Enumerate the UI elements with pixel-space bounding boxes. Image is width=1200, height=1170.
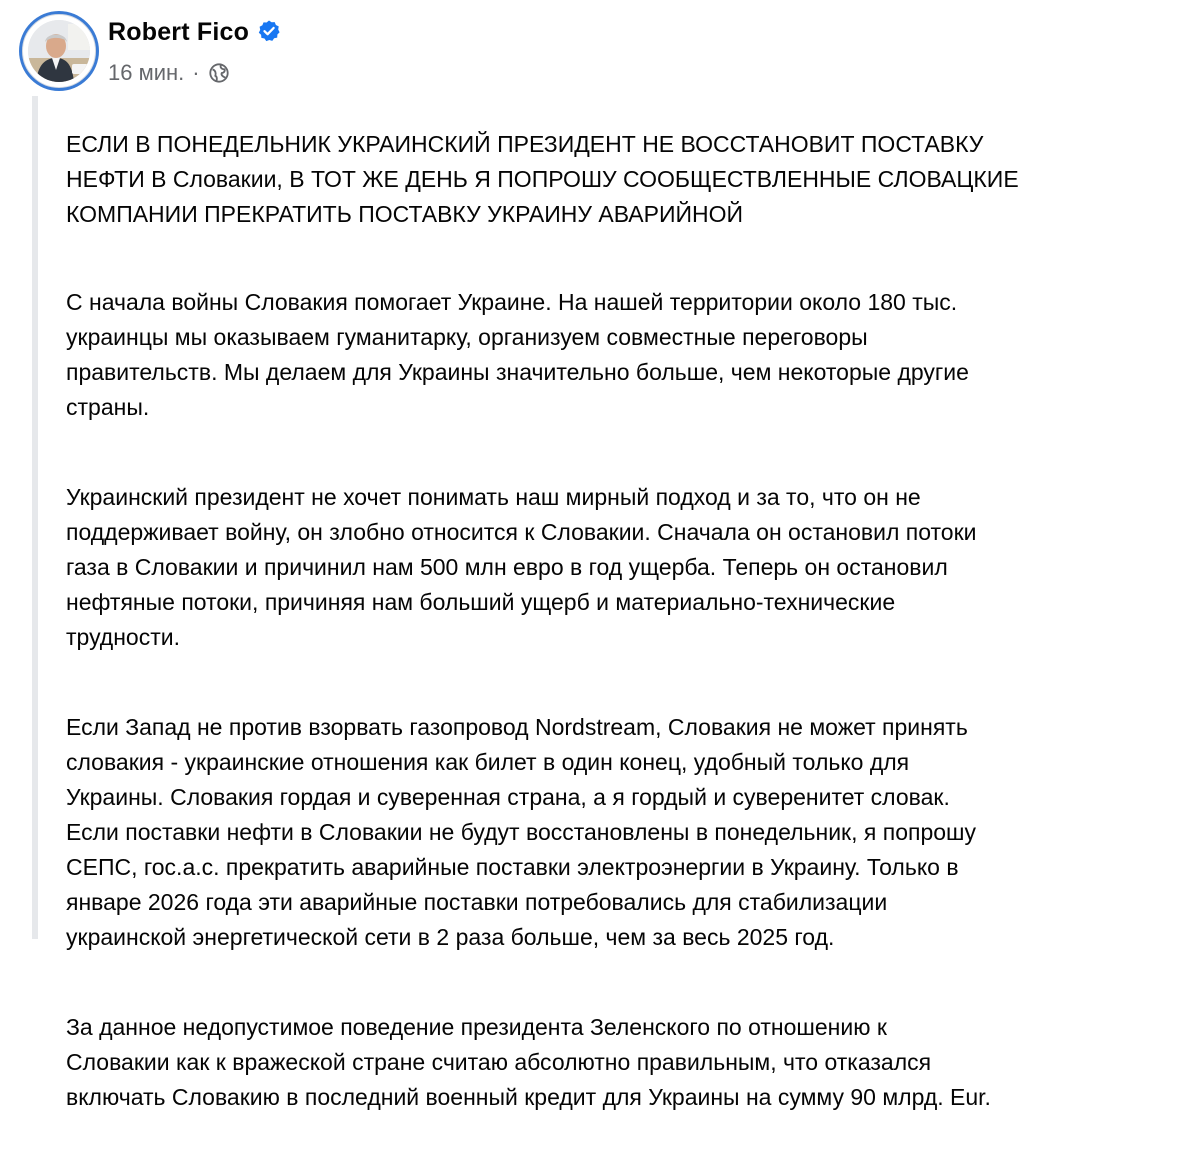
post-timestamp[interactable]: 16 мин. (108, 60, 185, 85)
quote-bar (32, 96, 38, 939)
meta-separator: · (192, 60, 200, 85)
post-text (66, 92, 1176, 1170)
avatar-photo (28, 20, 90, 82)
post-paragraph: С начала войны Словакия помогает Украине. На нашей территории около 180 тыс. украинцы мы оказываем гуманитарку, организуем совместные переговоры правительств. Мы делаем для Украины значительно больше, чем некоторые другие страны. (66, 289, 969, 420)
post-meta (108, 60, 230, 86)
avatar-portrait-icon (28, 20, 90, 82)
post-paragraph: За данное недопустимое поведение президента Зеленского по отношению к Словакии как к вражеской стране считаю абсолютно правильным, что отказался включать Словакию в последний военный кредит для Украины на сумму 90 млрд. Eur. (66, 1014, 991, 1110)
author-name-row (108, 18, 281, 47)
verified-badge-icon (257, 19, 281, 43)
post-headline: ЕСЛИ В ПОНЕДЕЛЬНИК УКРАИНСКИЙ ПРЕЗИДЕНТ НЕ ВОССТАНОВИТ ПОСТАВКУ НЕФТИ В Словакии, В ТОТ ЖЕ ДЕНЬ Я ПОПРОШУ СООБЩЕСТВЛЕННЫЕ СЛОВАЦКИЕ КОМПАНИИ ПРЕКРАТИТЬ ПОСТАВКУ УКРАИНУ АВАРИЙНОЙ (66, 131, 1019, 227)
author-avatar[interactable] (22, 14, 96, 88)
globe-icon[interactable] (208, 62, 230, 84)
post-paragraph: Украинский президент не хочет понимать наш мирный подход и за то, что он не поддерживает войну, он злобно относится к Словакии. Сначала он остановил потоки газа в Словакии и причинил нам 500 млн евро в год ущерба. Теперь он остановил нефтяные потоки, причиняя нам больший ущерб и материально-технические трудности. (66, 484, 977, 650)
post-paragraph: Если Запад не против взорвать газопровод Nordstream, Словакия не может принять словакия - украинские отношения как билет в один конец, удобный только для Украины. Словакия гордая и суверенная страна, а я гордый и суверенитет словак. Если поставки нефти в Словакии не будут восстановлены в понедельник, я попрошу СЕПС, гос.а.с. прекратить аварийные поставки электроэнергии в Украину. Только в январе 2026 года эти аварийные поставки потребовались для стабилизации украинской энергетической сети в 2 раза больше, чем за весь 2025 год. (66, 714, 976, 950)
author-name[interactable]: Robert Fico (108, 18, 250, 46)
